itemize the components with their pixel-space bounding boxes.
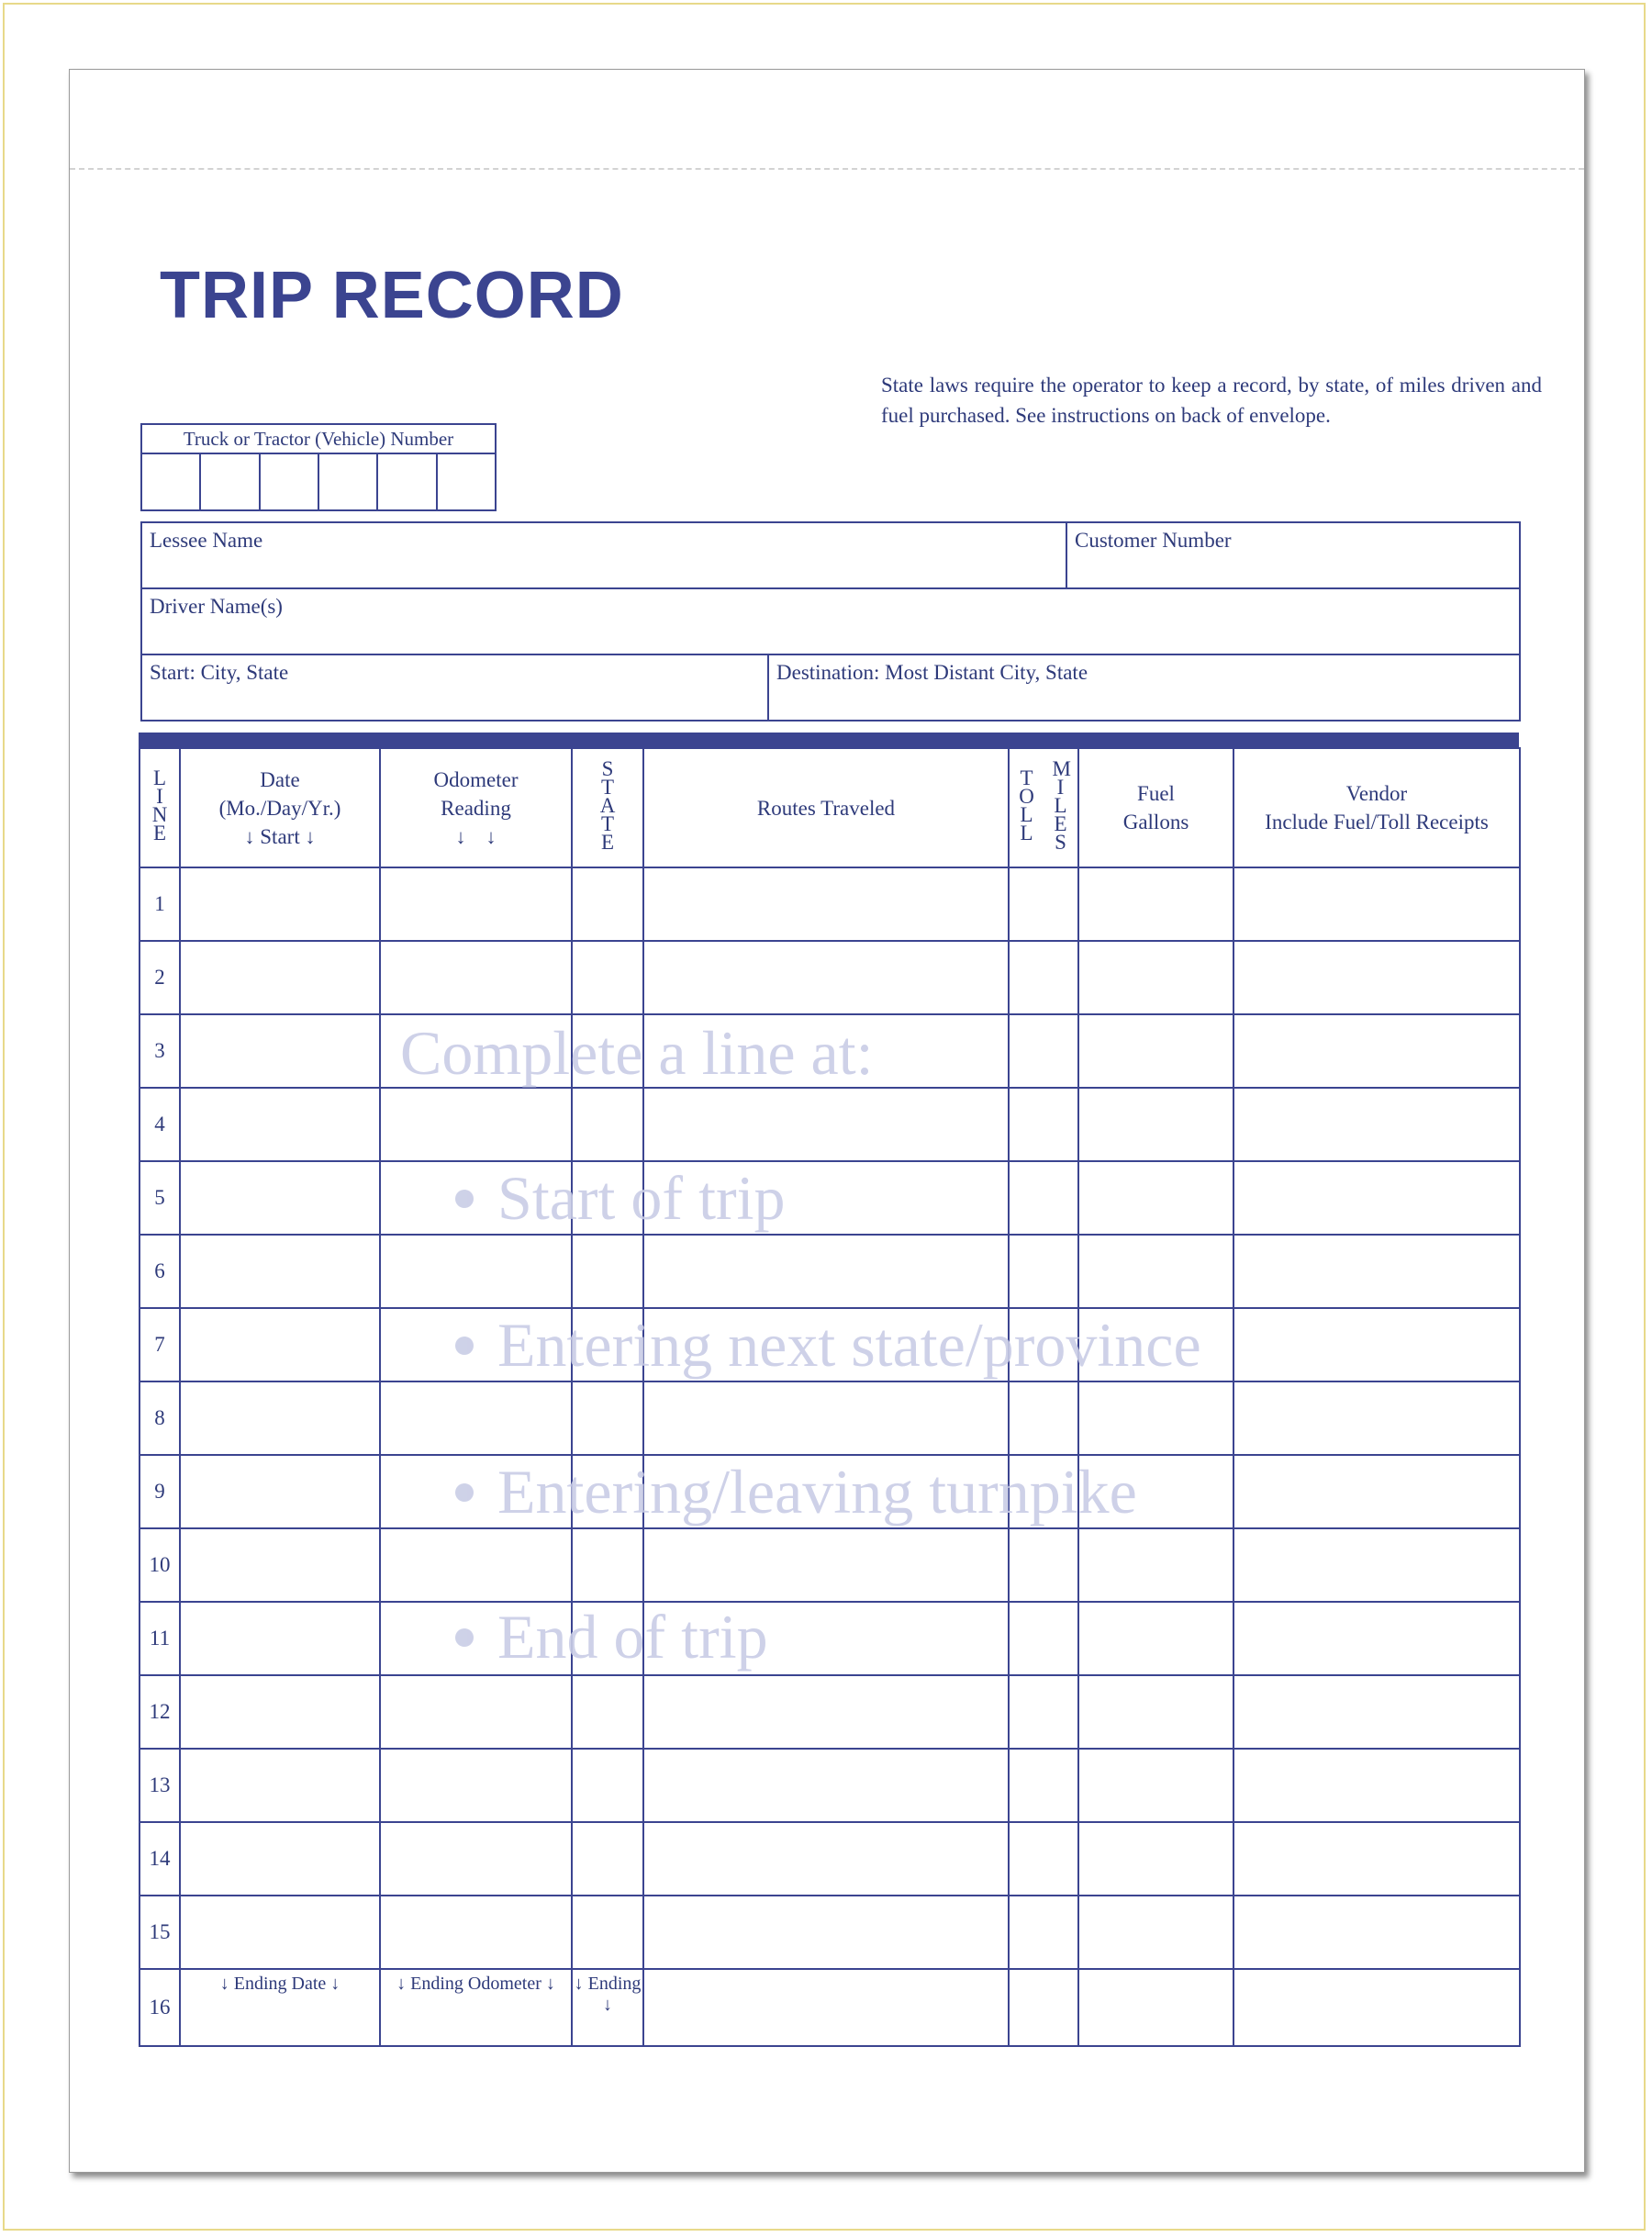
state-cell[interactable] [572, 1455, 643, 1528]
toll-miles-cell[interactable] [1009, 1969, 1044, 2046]
vendor-cell[interactable] [1233, 1308, 1520, 1381]
line-number-cell: 16 [140, 1969, 180, 2046]
date-cell[interactable] [180, 1969, 380, 2046]
fuel-gallons-cell[interactable] [1078, 1749, 1233, 1822]
table-row [140, 1822, 1520, 1896]
toll-miles-cell[interactable] [1009, 1161, 1044, 1235]
state-cell[interactable] [572, 1014, 643, 1088]
routes-cell[interactable] [643, 1161, 1009, 1235]
trip-log-table [139, 747, 1521, 2047]
toll-miles-cell[interactable] [1009, 1896, 1044, 1969]
fuel-gallons-cell[interactable] [1078, 1381, 1233, 1455]
start-city-label: Start: City, State [150, 661, 289, 684]
odometer-cell[interactable] [380, 1896, 572, 1969]
line-number-cell: 7 [140, 1308, 180, 1381]
fuel-gallons-cell[interactable] [1078, 1602, 1233, 1675]
date-cell[interactable] [180, 1381, 380, 1455]
table-row [140, 941, 1520, 1014]
routes-header: Routes Traveled [643, 748, 1009, 867]
routes-cell[interactable] [643, 867, 1009, 941]
toll-miles-cell[interactable] [1044, 1014, 1078, 1088]
toll-miles-cell[interactable] [1009, 1088, 1044, 1161]
routes-cell[interactable] [643, 1308, 1009, 1381]
vendor-cell[interactable] [1233, 1896, 1520, 1969]
toll-miles-cell[interactable] [1044, 1161, 1078, 1235]
table-row [140, 1235, 1520, 1308]
date-cell[interactable] [180, 1896, 380, 1969]
line-number-cell: 13 [140, 1749, 180, 1822]
vehicle-number-cell[interactable] [142, 454, 201, 511]
vendor-cell[interactable] [1233, 867, 1520, 941]
state-cell[interactable] [572, 1308, 643, 1381]
watermark-heading: Complete a line at: [400, 1018, 874, 1088]
vendor-cell[interactable] [1233, 1969, 1520, 2046]
down-arrow-icon: ↓ [603, 1995, 612, 2015]
toll-miles-cell[interactable] [1044, 1088, 1078, 1161]
table-row [140, 1896, 1520, 1969]
vendor-cell[interactable] [1233, 1528, 1520, 1602]
miles-header: MILES [1044, 748, 1078, 867]
toll-miles-cell[interactable] [1009, 1822, 1044, 1896]
vehicle-number-cell[interactable] [261, 454, 319, 511]
line-number-cell: 6 [140, 1235, 180, 1308]
toll-miles-cell[interactable] [1044, 1896, 1078, 1969]
vendor-cell[interactable] [1233, 1088, 1520, 1161]
ending-date-label: Ending Date [233, 1974, 327, 1994]
trip-record-form [69, 69, 1585, 2173]
routes-cell[interactable] [643, 1455, 1009, 1528]
down-arrow-icon: ↓ [244, 824, 255, 848]
fuel-gallons-cell[interactable] [1078, 1455, 1233, 1528]
state-cell[interactable] [572, 1235, 643, 1308]
table-row [140, 1088, 1520, 1161]
table-row [140, 867, 1520, 941]
date-cell[interactable] [180, 1161, 380, 1235]
fuel-header: Fuel Gallons [1078, 748, 1233, 867]
line-number-cell: 3 [140, 1014, 180, 1088]
table-row [140, 1308, 1520, 1381]
line-number-cell: 15 [140, 1896, 180, 1969]
toll-miles-cell[interactable] [1044, 1602, 1078, 1675]
odometer-cell[interactable] [380, 1235, 572, 1308]
odometer-cell[interactable] [380, 1308, 572, 1381]
destination-field[interactable] [769, 655, 1519, 720]
fuel-gallons-cell[interactable] [1078, 1969, 1233, 2046]
line-header: LINE [140, 748, 180, 867]
driver-names-label: Driver Name(s) [150, 595, 283, 618]
date-cell[interactable] [180, 1675, 380, 1749]
destination-label: Destination: Most Distant City, State [776, 661, 1088, 684]
vendor-cell[interactable] [1233, 1675, 1520, 1749]
vendor-cell[interactable] [1233, 1455, 1520, 1528]
state-cell[interactable] [572, 941, 643, 1014]
fuel-gallons-cell[interactable] [1078, 1014, 1233, 1088]
customer-number-field[interactable] [1067, 523, 1519, 587]
state-cell[interactable] [572, 1381, 643, 1455]
vehicle-number-box [140, 423, 497, 511]
odometer-cell[interactable] [380, 1749, 572, 1822]
toll-miles-cell[interactable] [1044, 867, 1078, 941]
vehicle-number-cell[interactable] [438, 454, 495, 511]
table-row [140, 1381, 1520, 1455]
routes-cell[interactable] [643, 1381, 1009, 1455]
toll-miles-cell[interactable] [1044, 1308, 1078, 1381]
customer-number-label: Customer Number [1075, 529, 1232, 552]
vendor-header: Vendor Include Fuel/Toll Receipts [1233, 748, 1520, 867]
routes-cell[interactable] [643, 1235, 1009, 1308]
table-row [140, 1969, 1520, 2046]
table-header-row [140, 748, 1520, 867]
odometer-cell[interactable] [380, 1675, 572, 1749]
toll-miles-cell[interactable] [1044, 1528, 1078, 1602]
state-cell[interactable] [572, 1088, 643, 1161]
routes-cell[interactable] [643, 1602, 1009, 1675]
toll-miles-cell[interactable] [1009, 867, 1044, 941]
table-header-bar [139, 733, 1519, 747]
line-number-cell: 10 [140, 1528, 180, 1602]
vendor-cell[interactable] [1233, 1014, 1520, 1088]
routes-cell[interactable] [643, 1749, 1009, 1822]
routes-cell[interactable] [643, 1675, 1009, 1749]
date-cell[interactable] [180, 1822, 380, 1896]
toll-header: TOLL [1009, 748, 1044, 867]
odometer-cell[interactable] [380, 1161, 572, 1235]
driver-row [140, 587, 1521, 655]
date-cell[interactable] [180, 1602, 380, 1675]
fuel-gallons-cell[interactable] [1078, 1088, 1233, 1161]
odometer-cell[interactable] [380, 1822, 572, 1896]
vendor-cell[interactable] [1233, 1161, 1520, 1235]
lessee-name-label: Lessee Name [150, 529, 263, 552]
perforation-line [70, 168, 1584, 170]
toll-miles-cell[interactable] [1044, 1455, 1078, 1528]
down-arrow-icon: ↓ [545, 1974, 555, 1994]
down-arrow-icon: ↓ [330, 1974, 340, 1994]
state-cell[interactable] [572, 1528, 643, 1602]
toll-miles-cell[interactable] [1009, 1235, 1044, 1308]
odometer-cell[interactable] [380, 1528, 572, 1602]
down-arrow-icon: ↓ [396, 1974, 407, 1994]
date-cell[interactable] [180, 941, 380, 1014]
state-cell[interactable] [572, 1749, 643, 1822]
odometer-cell[interactable] [380, 867, 572, 941]
line-number-cell: 2 [140, 941, 180, 1014]
fuel-gallons-cell[interactable] [1078, 1161, 1233, 1235]
toll-miles-cell[interactable] [1044, 1969, 1078, 2046]
toll-miles-cell[interactable] [1044, 941, 1078, 1014]
state-cell[interactable] [572, 1602, 643, 1675]
toll-miles-cell[interactable] [1044, 1822, 1078, 1896]
toll-miles-cell[interactable] [1009, 1749, 1044, 1822]
table-row [140, 1455, 1520, 1528]
table-row [140, 1528, 1520, 1602]
toll-miles-cell[interactable] [1009, 1528, 1044, 1602]
date-cell[interactable] [180, 1014, 380, 1088]
table-row [140, 1014, 1520, 1088]
toll-miles-cell[interactable] [1009, 1602, 1044, 1675]
date-header: Date (Mo./Day/Yr.) ↓ Start ↓ [180, 748, 380, 867]
fuel-gallons-cell[interactable] [1078, 1308, 1233, 1381]
vendor-cell[interactable] [1233, 941, 1520, 1014]
date-cell[interactable] [180, 1308, 380, 1381]
odometer-cell[interactable] [380, 1602, 572, 1675]
watermark-item: Entering/leaving turnpike [455, 1456, 1137, 1528]
line-number-cell: 14 [140, 1822, 180, 1896]
ending-odometer-label: Ending Odometer [410, 1974, 541, 1994]
routes-cell[interactable] [643, 1822, 1009, 1896]
date-cell[interactable] [180, 1235, 380, 1308]
odometer-header: Odometer Reading ↓ ↓ [380, 748, 572, 867]
start-city-field[interactable] [142, 655, 769, 720]
toll-miles-cell[interactable] [1009, 1014, 1044, 1088]
line-number-cell: 11 [140, 1602, 180, 1675]
vehicle-number-cell[interactable] [319, 454, 378, 511]
fuel-gallons-cell[interactable] [1078, 1528, 1233, 1602]
date-cell[interactable] [180, 1088, 380, 1161]
down-arrow-icon: ↓ [219, 1974, 229, 1994]
watermark-item: Entering next state/province [455, 1309, 1201, 1381]
fuel-gallons-cell[interactable] [1078, 1822, 1233, 1896]
vehicle-number-cell[interactable] [201, 454, 260, 511]
route-endpoints-row [140, 654, 1521, 721]
odometer-cell[interactable] [380, 1088, 572, 1161]
line-number-cell: 4 [140, 1088, 180, 1161]
line-number-cell: 12 [140, 1675, 180, 1749]
vendor-cell[interactable] [1233, 1749, 1520, 1822]
ending-state-label: Ending [587, 1974, 642, 1994]
odometer-cell[interactable] [380, 1455, 572, 1528]
routes-cell[interactable] [643, 941, 1009, 1014]
line-number-cell: 5 [140, 1161, 180, 1235]
vendor-cell[interactable] [1233, 1381, 1520, 1455]
watermark-item: End of trip [455, 1601, 768, 1673]
toll-miles-cell[interactable] [1009, 1308, 1044, 1381]
form-title: TRIP RECORD [160, 259, 624, 332]
table-row [140, 1602, 1520, 1675]
fuel-gallons-cell[interactable] [1078, 941, 1233, 1014]
state-cell[interactable] [572, 1969, 643, 2046]
fuel-gallons-cell[interactable] [1078, 1235, 1233, 1308]
toll-miles-cell[interactable] [1044, 1675, 1078, 1749]
line-number-cell: 8 [140, 1381, 180, 1455]
vehicle-number-label: Truck or Tractor (Vehicle) Number [142, 425, 495, 454]
odometer-cell[interactable] [380, 1014, 572, 1088]
toll-miles-cell[interactable] [1044, 1749, 1078, 1822]
law-notice: State laws require the operator to keep a record, by state, of miles driven and fuel purchased. See instructions on back of envelope. [881, 374, 1542, 427]
watermark-item: Start of trip [455, 1162, 786, 1235]
vendor-cell[interactable] [1233, 1235, 1520, 1308]
toll-miles-cell[interactable] [1009, 1455, 1044, 1528]
table-row [140, 1161, 1520, 1235]
routes-cell[interactable] [643, 1014, 1009, 1088]
table-row [140, 1749, 1520, 1822]
driver-names-field[interactable] [142, 589, 1519, 654]
line-number-cell: 1 [140, 867, 180, 941]
table-row [140, 1675, 1520, 1749]
state-cell[interactable] [572, 867, 643, 941]
fuel-gallons-cell[interactable] [1078, 1896, 1233, 1969]
routes-cell[interactable] [643, 1088, 1009, 1161]
down-arrow-icon: ↓ [486, 824, 497, 848]
date-cell[interactable] [180, 1455, 380, 1528]
state-cell[interactable] [572, 1896, 643, 1969]
state-cell[interactable] [572, 1161, 643, 1235]
toll-miles-cell[interactable] [1009, 1675, 1044, 1749]
vendor-cell[interactable] [1233, 1822, 1520, 1896]
toll-miles-cell[interactable] [1009, 1381, 1044, 1455]
down-arrow-icon: ↓ [455, 824, 466, 848]
odometer-cell[interactable] [380, 941, 572, 1014]
date-cell[interactable] [180, 1749, 380, 1822]
down-arrow-icon: ↓ [305, 824, 316, 848]
vehicle-number-cell[interactable] [378, 454, 437, 511]
fuel-gallons-cell[interactable] [1078, 867, 1233, 941]
state-cell[interactable] [572, 1675, 643, 1749]
vendor-cell[interactable] [1233, 1602, 1520, 1675]
lessee-name-field[interactable] [142, 523, 1067, 587]
line-number-cell: 9 [140, 1455, 180, 1528]
state-cell[interactable] [572, 1822, 643, 1896]
odometer-cell[interactable] [380, 1969, 572, 2046]
down-arrow-icon: ↓ [574, 1974, 584, 1994]
toll-miles-cell[interactable] [1009, 941, 1044, 1014]
toll-miles-cell[interactable] [1044, 1235, 1078, 1308]
state-header: STATE [572, 748, 643, 867]
routes-cell[interactable] [643, 1969, 1009, 2046]
lessee-row [140, 521, 1521, 589]
routes-cell[interactable] [643, 1528, 1009, 1602]
fuel-gallons-cell[interactable] [1078, 1675, 1233, 1749]
date-cell[interactable] [180, 1528, 380, 1602]
date-cell[interactable] [180, 867, 380, 941]
routes-cell[interactable] [643, 1896, 1009, 1969]
toll-miles-cell[interactable] [1044, 1381, 1078, 1455]
odometer-cell[interactable] [380, 1381, 572, 1455]
